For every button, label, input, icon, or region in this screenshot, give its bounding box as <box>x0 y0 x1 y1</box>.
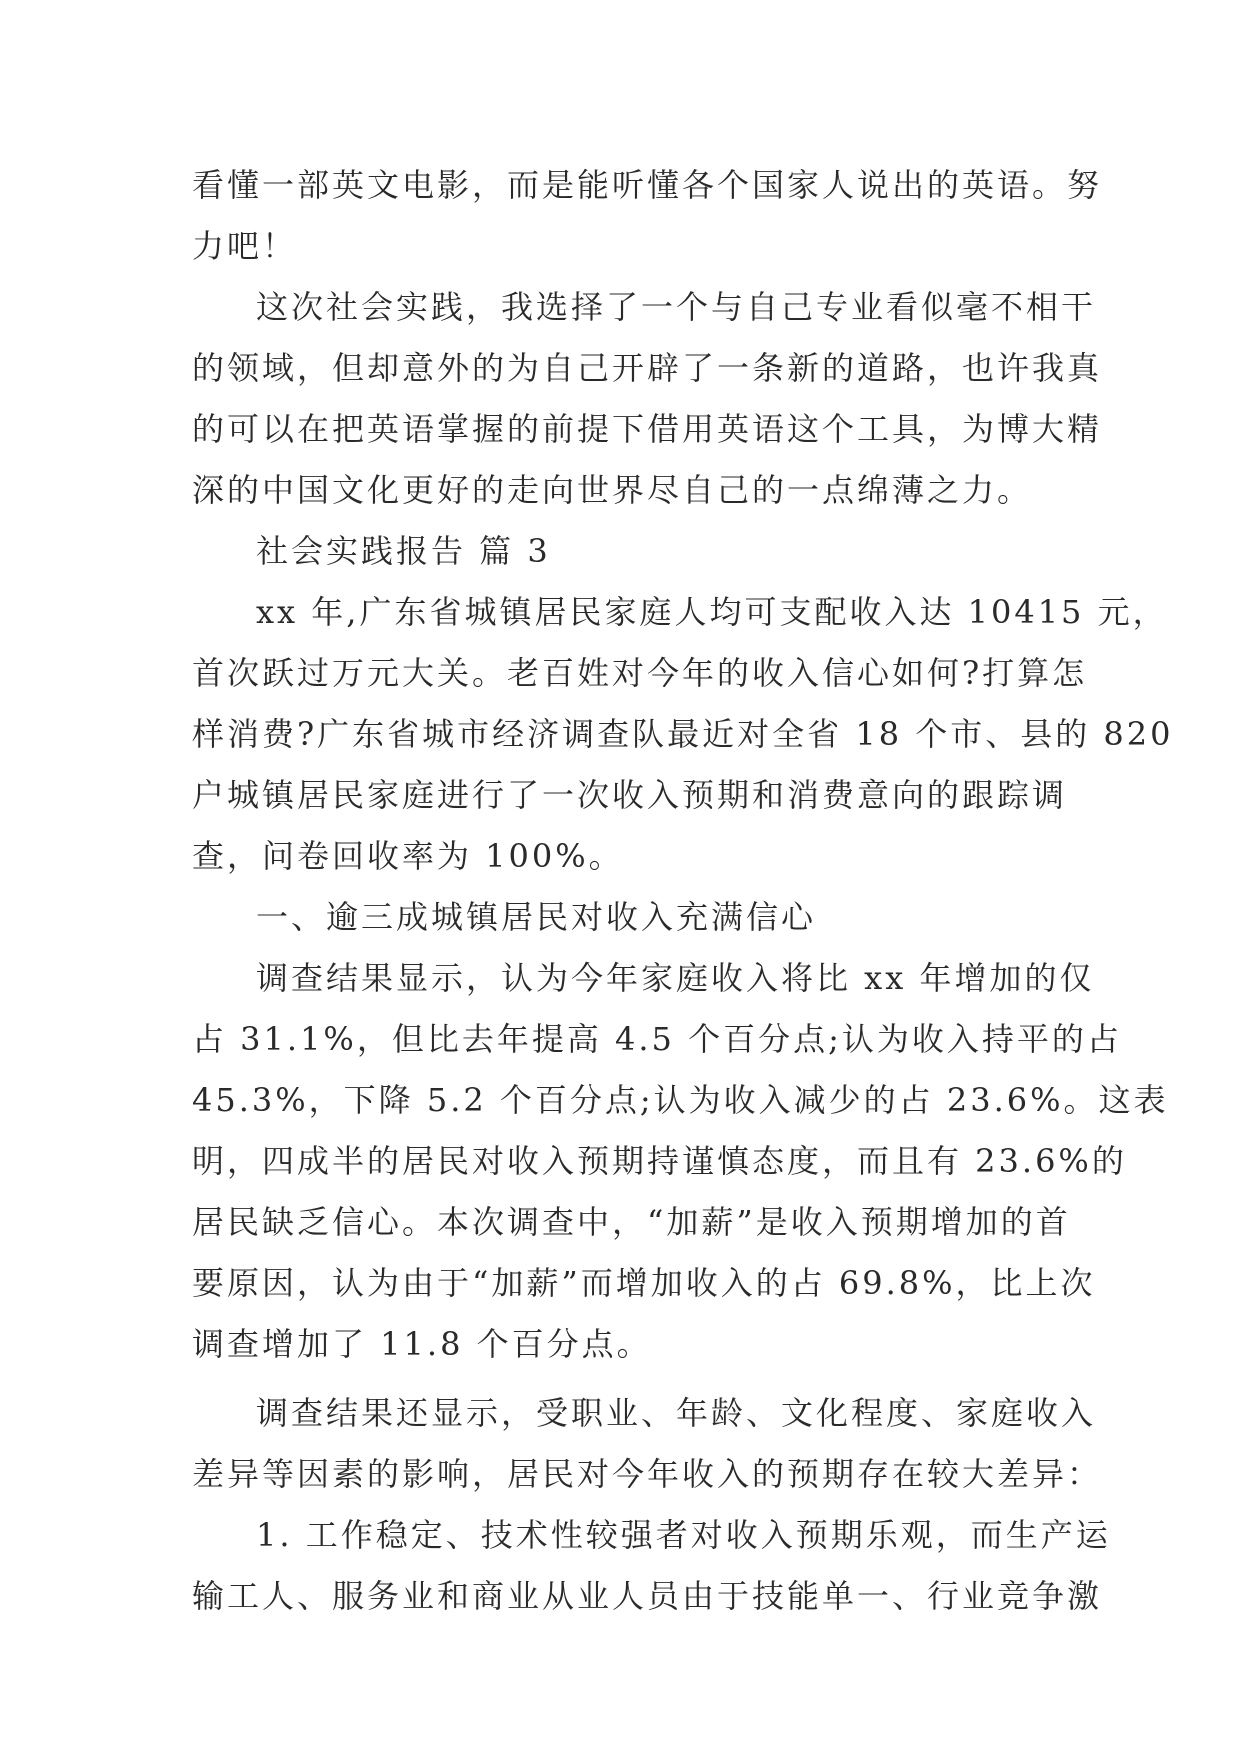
text-line: 调查结果还显示，受职业、年龄、文化程度、家庭收入 <box>256 1394 1097 1432</box>
text-line: 居民缺乏信心。本次调查中，“加薪”是收入预期增加的首 <box>192 1203 1071 1241</box>
text-line: 这次社会实践，我选择了一个与自己专业看似毫不相干 <box>256 288 1097 326</box>
text-line: 输工人、服务业和商业从业人员由于技能单一、行业竞争激 <box>192 1577 1103 1615</box>
text-line: 力吧！ <box>192 227 298 265</box>
text-line: 户城镇居民家庭进行了一次收入预期和消费意向的跟踪调 <box>192 776 1068 814</box>
section-heading: 社会实践报告 篇 3 <box>256 532 551 570</box>
text-line: 的可以在把英语掌握的前提下借用英语这个工具，为博大精 <box>192 410 1103 448</box>
text-line: 查，问卷回收率为 100%。 <box>192 837 624 875</box>
text-line: 明，四成半的居民对收入预期持谨慎态度，而且有 23.6%的 <box>192 1142 1127 1180</box>
text-line: 差异等因素的影响，居民对今年收入的预期存在较大差异： <box>192 1455 1103 1493</box>
list-item: 1. 工作稳定、技术性较强者对收入预期乐观，而生产运 <box>256 1516 1111 1554</box>
text-line: 45.3%，下降 5.2 个百分点;认为收入减少的占 23.6%。这表 <box>192 1081 1169 1119</box>
text-line: 占 31.1%，但比去年提高 4.5 个百分点;认为收入持平的占 <box>192 1020 1122 1058</box>
text-line: 调查增加了 11.8 个百分点。 <box>192 1325 652 1363</box>
text-line: 首次跃过万元大关。老百姓对今年的收入信心如何?打算怎 <box>192 654 1088 692</box>
paragraph-gap <box>192 1375 1052 1383</box>
document-body <box>192 155 1174 1627</box>
text-line: 看懂一部英文电影，而是能听懂各个国家人说出的英语。努 <box>192 166 1103 204</box>
subsection-heading: 一、逾三成城镇居民对收入充满信心 <box>256 898 817 936</box>
text-line: 深的中国文化更好的走向世界尽自己的一点绵薄之力。 <box>192 471 1033 509</box>
text-line: 调查结果显示，认为今年家庭收入将比 xx 年增加的仅 <box>256 959 1095 997</box>
text-line: 要原因，认为由于“加薪”而增加收入的占 69.8%，比上次 <box>192 1264 1096 1302</box>
text-line: xx 年,广东省城镇居民家庭人均可支配收入达 10415 元， <box>256 593 1168 631</box>
text-line: 的领域，但却意外的为自己开辟了一条新的道路，也许我真 <box>192 349 1103 387</box>
text-line: 样消费?广东省城市经济调查队最近对全省 18 个市、县的 820 <box>192 715 1174 753</box>
